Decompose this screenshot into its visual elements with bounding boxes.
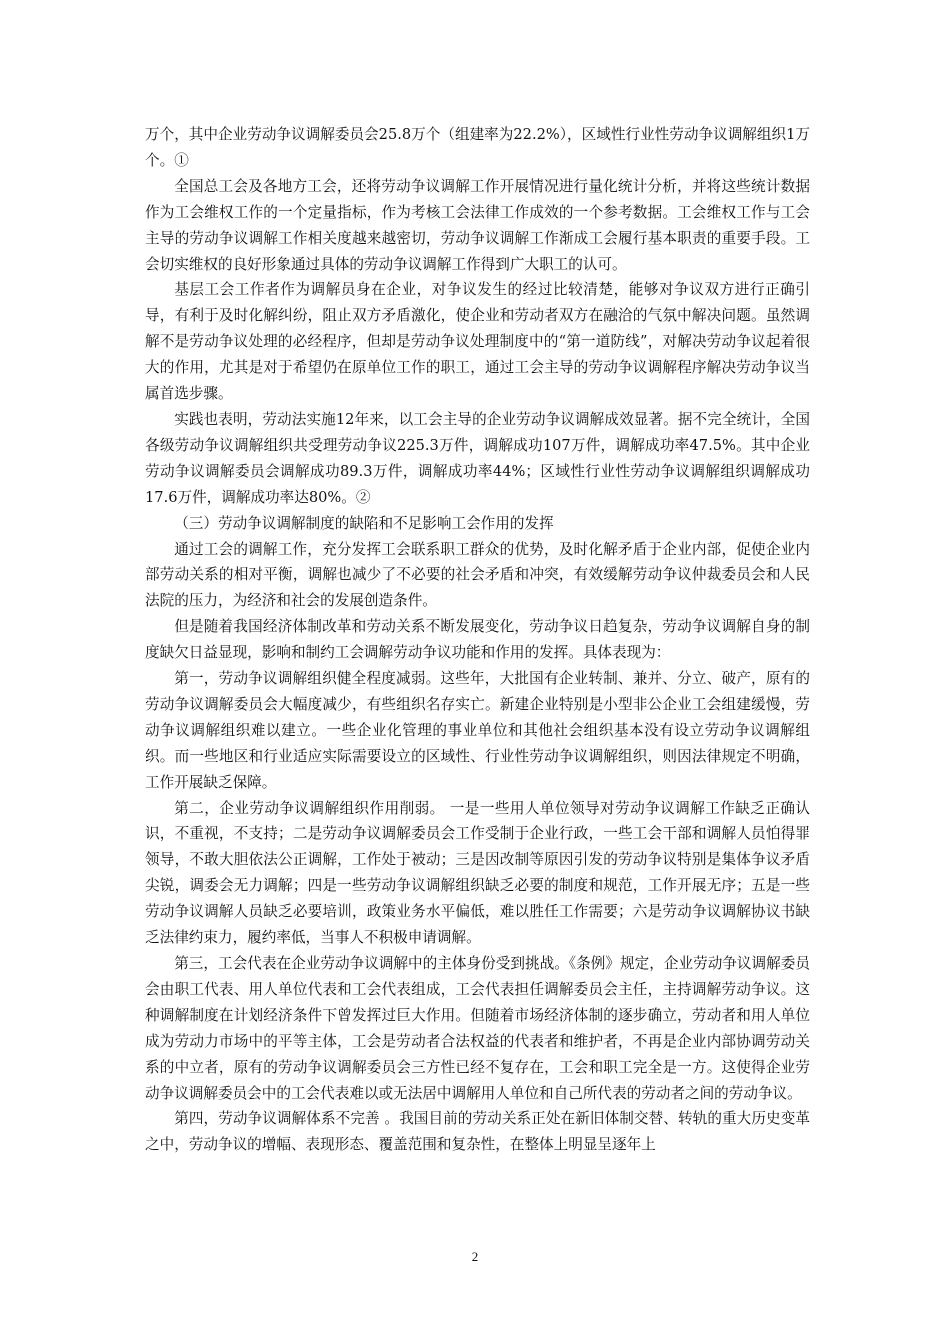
paragraph-fourth: 第四，劳动争议调解体系不完善 。我国目前的劳动关系正处在新旧体制交替、转轨的重大历史变革之中，劳动争议的增幅、表现形态、覆盖范围和复杂性，在整体上明显呈逐年上 — [145, 1110, 810, 1154]
paragraph-however: 但是随着我国经济体制改革和劳动关系不断发展变化，劳动争议日趋复杂，劳动争议调解自身的制度缺欠日益显现，影响和制约工会调解劳动争议功能和作用的发挥。具体表现为： — [145, 618, 810, 662]
page-number: 2 — [471, 1249, 479, 1264]
paragraph-statistics: 全国总工会及各地方工会，还将劳动争议调解工作开展情况进行量化统计分析，并将这些统计数据作为工会维权工作的一个定量指标，作为考核工会法律工作成效的一个参考数据。工会维权工作与工会主导的劳动争议调解工作相关度越来越密切，劳动争议调解工作渐成工会履行基本职责的重要手段。工会切实维权的良好形象通过具体的劳动争议调解工作得到广大职工的认可。 — [145, 177, 810, 273]
paragraph-grassroots: 基层工会工作者作为调解员身在企业，对争议发生的经过比较清楚，能够对争议双方进行正确引导，有利于及时化解纠纷，阻止双方矛盾激化，使企业和劳动者双方在融洽的气氛中解决问题。虽然调解不是劳动争议处理的必经程序，但却是劳动争议处理制度中的“第一道防线”，对解决劳动争议起着很大的作用，尤其是对于希望仍在原单位工作的职工，通过工会主导的劳动争议调解程序解决劳动争议当属首选步骤。 — [145, 281, 810, 403]
paragraph-third: 第三，工会代表在企业劳动争议调解中的主体身份受到挑战。《条例》规定，企业劳动争议调解委员会由职工代表、用人单位代表和工会代表组成，工会代表担任调解委员会主任，主持调解劳动争议。这种调解制度在计划经济条件下曾发挥过巨大作用。但随着市场经济体制的逐步确立，劳动者和用人单位成为劳动力市场中的平等主体，工会是劳动者合法权益的代表者和维护者，不再是企业内部协调劳动关系的中立者，原有的劳动争议调解委员会三方性已经不复存在，工会和职工完全是一方。这使得企业劳动争议调解委员会中的工会代表难以或无法居中调解用人单位和自己所代表的劳动者之间的劳动争议。 — [145, 955, 810, 1102]
paragraph-practice: 实践也表明，劳动法实施12年来，以工会主导的企业劳动争议调解成效显著。据不完全统计，全国各级劳动争议调解组织共受理劳动争议225.3万件，调解成功107万件，调解成功率47.5%。其中企业劳动争议调解委员会调解成功89.3万件，调解成功率44%；区域性行业性劳动争议调解组织调解成功17.6万件，调解成功率达80%。② — [145, 410, 810, 506]
body-text — [145, 122, 810, 1158]
paragraph-first: 第一，劳动争议调解组织健全程度减弱。这些年，大批国有企业转制、兼并、分立、破产，原有的劳动争议调解委员会大幅度减少，有些组织名存实亡。新建企业特别是小型非公企业工会组建缓慢，劳动争议调解组织难以建立。一些企业化管理的事业单位和其他社会组织基本没有设立劳动争议调解组织。而一些地区和行业适应实际需要设立的区域性、行业性劳动争议调解组织，则因法律规定不明确，工作开展缺乏保障。 — [145, 670, 810, 791]
section-heading: （三）劳动争议调解制度的缺陷和不足影响工会作用的发挥 — [174, 514, 554, 532]
paragraph-continuation: 万个，其中企业劳动争议调解委员会25.8万个（组建率为22.2%），区域性行业性劳动争议调解组织1万个。① — [145, 126, 810, 169]
paragraph-mediation: 通过工会的调解工作，充分发挥工会联系职工群众的优势，及时化解矛盾于企业内部，促使企业内部劳动关系的相对平衡，调解也减少了不必要的社会矛盾和冲突，有效缓解劳动争议仲裁委员会和人民法院的压力，为经济和社会的发展创造条件。 — [145, 540, 810, 610]
paragraph-second: 第二，企业劳动争议调解组织作用削弱。 一是一些用人单位领导对劳动争议调解工作缺乏正确认识，不重视，不支持；二是劳动争议调解委员会工作受制于企业行政，一些工会干部和调解人员怕得罪领导，不敢大胆依法公正调解，工作处于被动；三是因改制等原因引发的劳动争议特别是集体争议矛盾尖锐，调委会无力调解；四是一些劳动争议调解组织缺乏必要的制度和规范，工作开展无序；五是一些劳动争议调解人员缺乏必要培训，政策业务水平偏低，难以胜任工作需要；六是劳动争议调解协议书缺乏法律约束力，履约率低，当事人不积极申请调解。 — [145, 799, 810, 947]
